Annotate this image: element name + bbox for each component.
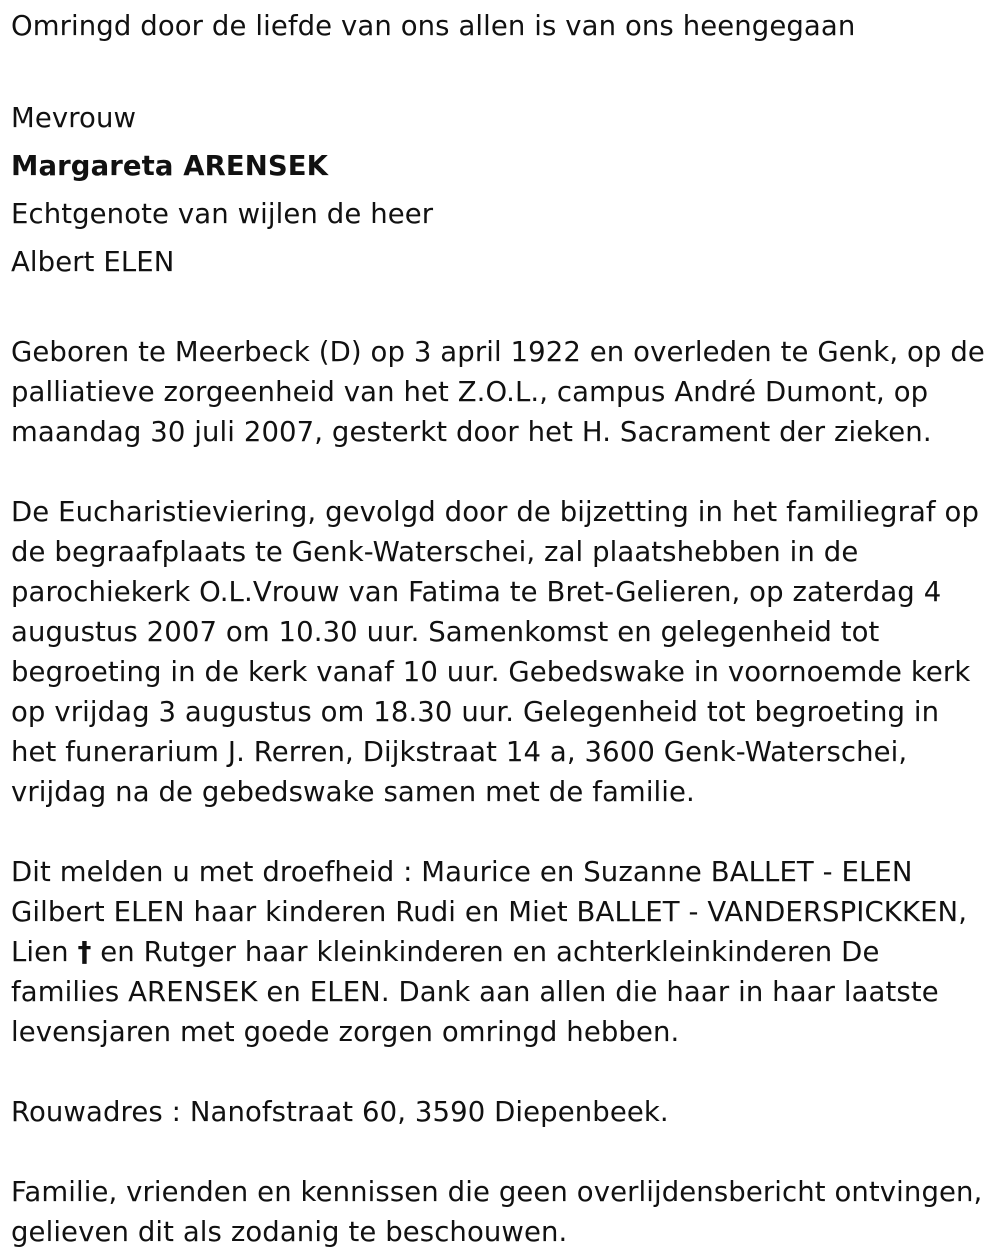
deceased-block — [11, 94, 991, 286]
announcement-text-part-1: Dit melden u met droefheid : Maurice en Suzanne BALLET - ELEN Gilbert ELEN haar kinderen Rudi en Miet BALLET - VANDERSPICKKEN, Lien — [11, 856, 968, 968]
obituary-notice — [11, 0, 991, 1252]
cross-icon: † — [77, 936, 92, 968]
ceremony-paragraph: De Eucharistieviering, gevolgd door de bijzetting in het familiegraf op de begraafplaats te Genk-Waterschei, zal plaatshebben in de parochiekerk O.L.Vrouw van Fatima te Bret-Gelieren, op zaterdag 4 augustus 2007 om 10.30 uur. Samenkomst en gelegenheid tot begroeting in de kerk vanaf 10 uur. Gebedswake in voornoemde kerk op vrijdag 3 augustus om 18.30 uur. Gelegenheid tot begroeting in het funerarium J. Rerren, Dijkstraat 14 a, 3600 Genk-Waterschei, vrijdag na de gebedswake samen met de familie. — [11, 496, 980, 808]
announcement-paragraph — [11, 852, 991, 1052]
birth-death-paragraph: Geboren te Meerbeck (D) op 3 april 1922 en overleden te Genk, op de palliatieve zorgeenheid van het Z.O.L., campus André Dumont, op maandag 30 juli 2007, gesterkt door het H. Sacrament der zieken. — [11, 336, 985, 448]
mourning-address: Rouwadres : Nanofstraat 60, 3590 Diepenbeek. — [11, 1096, 669, 1128]
spouse-name: Albert ELEN — [11, 246, 175, 278]
closing-paragraph: Familie, vrienden en kennissen die geen overlijdensbericht ontvingen, gelieven dit als zodanig te beschouwen. — [11, 1176, 983, 1248]
intro-text: Omringd door de liefde van ons allen is van ons heengegaan — [11, 10, 856, 42]
relation-text: Echtgenote van wijlen de heer — [11, 198, 434, 230]
salutation: Mevrouw — [11, 102, 137, 134]
deceased-name: Margareta ARENSEK — [11, 150, 329, 182]
announcement-text-part-2: en Rutger haar kleinkinderen en achterkleinkinderen De families ARENSEK en ELEN. Dank aan allen die haar in haar laatste levensjaren met goede zorgen omringd hebben. — [11, 936, 939, 1048]
